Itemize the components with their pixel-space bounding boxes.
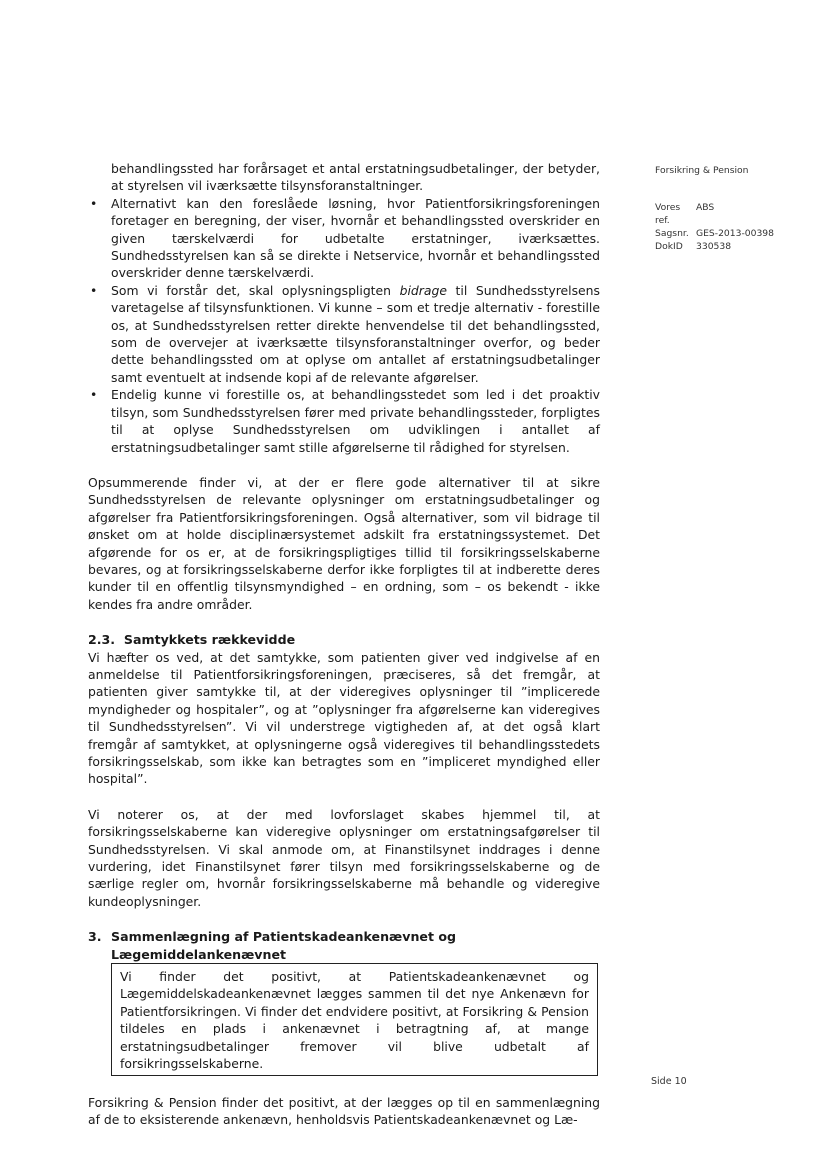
ref-key: Vores ref. [655, 202, 681, 226]
alternatives-list [88, 195, 600, 456]
letter-body [88, 160, 600, 1128]
page-number: Side 10 [651, 1076, 687, 1087]
sidebar-reference [655, 164, 774, 253]
summary-box [111, 963, 598, 1075]
ref-value: GES-2013-00398 [696, 228, 774, 239]
ref-row [655, 201, 774, 227]
ref-row [655, 227, 774, 240]
list-item [88, 282, 600, 386]
section-title: Samtykkets rækkevidde [123, 632, 296, 648]
merger-paragraph: Forsikring & Pension finder det positivt, at der lægges op til en sammenlægning af de to eksisterende ankenævn, henholdsvis Patientskadeankenævnet og Læ- [88, 1094, 600, 1127]
list-item-text: Endelig kunne vi forestille os, at behandlingsstedet som led i det proaktiv tilsyn, som Sundhedsstyrelsen fører med private behandlingssteder, forpligtes til at oplyse Sundhedsstyrelsen om udviklingen i antallet af erstatningsudbetalinger samt stille afgørelserne til rådighed for styrelsen. [111, 387, 600, 455]
ref-key: DokID [655, 241, 683, 252]
list-item [88, 386, 600, 456]
section-title: Sammenlægning af Patientskadeankenævnet og Lægemiddelankenævnet [111, 929, 457, 962]
emphasis-text: bidrage [399, 282, 447, 298]
summary-paragraph: Opsummerende finder vi, at der er flere gode alternativer til at sikre Sundhedsstyrelsen de relevante oplysninger om erstatningsudbetalinger og afgørelser fra Patientforsikringsforeningen. Også alternativer, som vil bidrage til ønsket om at holde disciplinærsystemet adskilt fra erstatningssystemet. Det afgørende for os er, at de forsikringspligtiges tillid til forsikringsselskaberne bevares, og at forsikringsselskaberne derfor ikke forpligtes til at indberette deres kunder til en offentlig tilsynsmyndighed – en ordning, som – os bekendt - ikke kendes fra andre områder. [88, 474, 600, 612]
consent-paragraph: Vi hæfter os ved, at det samtykke, som patienten giver ved indgivelse af en anmeldelse til Patientforsikringsforeningen, præciseres, så det fremgår, at patienten giver samtykke til, at der videregives oplysninger til ”implicerede myndigheder og hospitaler”, og at ”oplysninger fra afgørelserne kan videregives til Sundhedsstyrelsen”. Vi vil understrege vigtigheden af, at det også klart fremgår af samtykket, at oplysningerne også videregives til behandlingsstedets forsikringsselskab, som ikke kan betragtes som en ”impliceret myndighed eller hospital”. [88, 649, 600, 787]
section-heading-2-3 [88, 631, 600, 648]
list-item-text: Alternativt kan den foreslåede løsning, hvor Patientforsikringsforeningen foretager en beregning, der viser, hvornår et behandlingssted overskrider en given tærskelværdi for udbetalte erstatninger, iværksættes. Sundhedsstyrelsen kan så se direkte i Netservice, hvornår et behandlingssted overskrider denne tærskelværdi. [111, 195, 600, 281]
list-item-text-pre: Som vi forstår det, skal oplysningspligten [111, 282, 400, 298]
bullet-icon: • [90, 282, 98, 298]
ref-value: ABS [696, 202, 715, 213]
section-number: 2.3. [88, 632, 116, 648]
ref-key: Sagsnr. [655, 228, 689, 239]
org-name: Forsikring & Pension [655, 165, 749, 176]
section-number: 3. [88, 929, 102, 945]
bullet-icon: • [90, 387, 98, 403]
ref-value: 330538 [696, 241, 732, 252]
bullet-icon: • [90, 195, 98, 211]
section-heading-3 [88, 928, 600, 963]
ref-row [655, 240, 774, 253]
summary-box-text: Vi finder det positivt, at Patientskadeankenævnet og Lægemiddelskadeankenævnet lægges sammen til det nye Ankenævn for Patientforsikringen. Vi finder det endvidere positivt, at Forsikring & Pension tildeles en plads i ankenævnet i betragtning af, at mange erstatningsudbetalinger fremover vil blive udbetalt af forsikringsselskaberne. [120, 969, 589, 1072]
finanstilsyn-paragraph: Vi noterer os, at der med lovforslaget skabes hjemmel til, at forsikringsselskaberne kan videregive oplysninger om erstatningsafgørelser til Sundhedsstyrelsen. Vi skal anmode om, at Finanstilsynet inddrages i denne vurdering, idet Finanstilsynet fører tilsyn med forsikringsselskaberne og de særlige regler om, hvornår forsikringsselskaberne må behandle og videregive kundeoplysninger. [88, 806, 600, 909]
bullet-continuation: behandlingssted har forårsaget et antal erstatningsudbetalinger, der betyder, at styrelsen vil iværksætte tilsynsforanstaltninger. [111, 161, 600, 194]
list-item-text-post: til Sundhedsstyrelsens varetagelse af tilsynsfunktionen. Vi kunne – som et tredje alternativ - forestille os, at Sundhedsstyrelsen retter direkte henvendelse til det behandlingssted, som de overvejer at iværksætte tilsynsforanstaltninger overfor, og beder dette behandlingssted om at oplyse om antallet af erstatningsudbetalinger samt eventuelt at indsende kopi af de relevante afgørelser. [111, 282, 600, 385]
list-item [88, 195, 600, 282]
